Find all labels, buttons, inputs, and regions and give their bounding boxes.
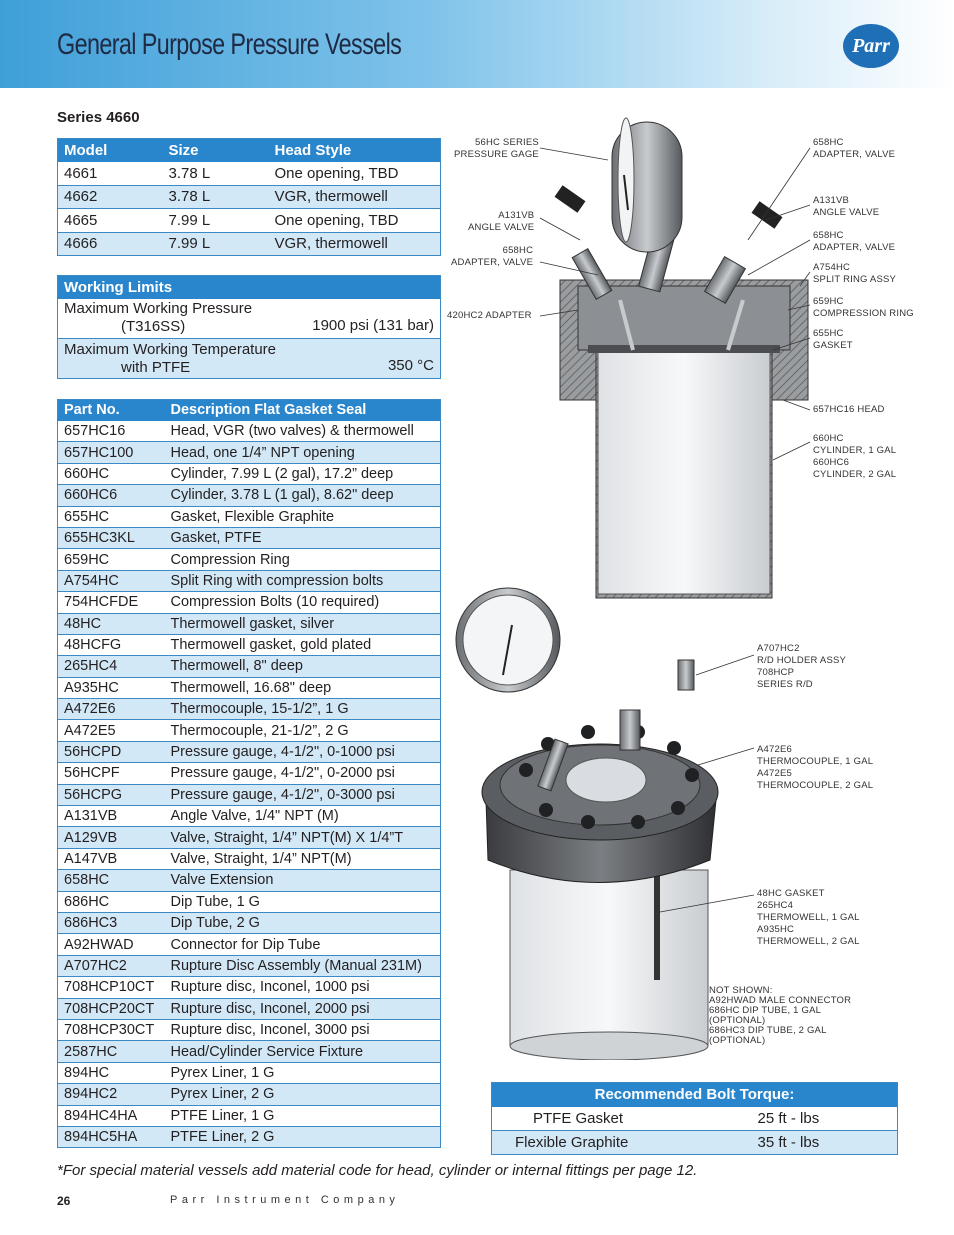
page-number: 26 <box>57 1194 71 1208</box>
pressure-label: Maximum Working Pressure <box>64 300 253 318</box>
table-cell: One opening, TBD <box>269 162 441 186</box>
footnote: *For special material vessels add material code for head, cylinder or internal fittings per page 12. <box>57 1162 698 1179</box>
vessel-assembled <box>456 588 718 1060</box>
column-header: Description Flat Gasket Seal <box>165 400 441 421</box>
table-cell <box>58 339 441 379</box>
table-cell: VGR, thermowell <box>269 185 441 209</box>
column-header: Part No. <box>58 400 165 421</box>
part-description-cell: Pressure gauge, 4-1/2", 0-2000 psi <box>165 763 441 784</box>
part-number-cell: 48HCFG <box>58 634 165 655</box>
table-cell: PTFE Gasket <box>492 1107 752 1131</box>
table-row <box>58 613 441 634</box>
table-row <box>58 763 441 784</box>
header-banner <box>0 0 954 88</box>
table-row <box>58 463 441 484</box>
table-row <box>58 1105 441 1126</box>
table-cell: VGR, thermowell <box>269 232 441 256</box>
part-description-cell: Head/Cylinder Service Fixture <box>165 1041 441 1062</box>
temperature-condition: with PTFE <box>121 358 191 376</box>
callout-adapter-valve-top: 658HC ADAPTER, VALVE <box>813 137 896 160</box>
part-description-cell: Rupture disc, Inconel, 2000 psi <box>165 998 441 1019</box>
pressure-value: 1900 psi (131 bar) <box>312 317 434 334</box>
part-description-cell: Gasket, Flexible Graphite <box>165 506 441 527</box>
part-number-cell: 708HCP20CT <box>58 998 165 1019</box>
part-description-cell: Compression Ring <box>165 549 441 570</box>
callout-thermowell: 48HC GASKET 265HC4 THERMOWELL, 1 GAL A935HC THERMOWELL, 2 GAL <box>757 888 860 947</box>
parts-table <box>57 399 441 1148</box>
part-description-cell: Gasket, PTFE <box>165 527 441 548</box>
part-number-cell: A472E5 <box>58 720 165 741</box>
table-cell: 3.78 L <box>163 185 269 209</box>
part-number-cell: 660HC6 <box>58 485 165 506</box>
column-header: Model <box>58 139 163 162</box>
table-row <box>58 784 441 805</box>
parts-header-row <box>58 400 441 421</box>
part-description-cell: Thermowell gasket, gold plated <box>165 634 441 655</box>
temperature-label: Maximum Working Temperature <box>64 340 277 358</box>
callout-angle-valve-left: A131VB ANGLE VALVE <box>468 210 535 233</box>
part-number-cell: 658HC <box>58 870 165 891</box>
part-number-cell: 265HC4 <box>58 656 165 677</box>
part-description-cell: Dip Tube, 2 G <box>165 912 441 933</box>
table-row <box>58 185 441 209</box>
table-row <box>58 870 441 891</box>
part-number-cell: 754HCFDE <box>58 592 165 613</box>
part-number-cell: 48HC <box>58 613 165 634</box>
part-description-cell: Pressure gauge, 4-1/2", 0-3000 psi <box>165 784 441 805</box>
part-number-cell: 56HCPD <box>58 741 165 762</box>
callout-gasket: 655HC GASKET <box>813 328 853 351</box>
pressure-limit-row <box>58 299 441 339</box>
part-number-cell: 56HCPF <box>58 763 165 784</box>
torque-header: Recommended Bolt Torque: <box>492 1083 898 1107</box>
vessel-cross-section <box>555 118 808 598</box>
parr-logo: Parr <box>843 24 899 68</box>
table-row <box>58 1019 441 1040</box>
table-row <box>58 570 441 591</box>
part-number-cell: 660HC <box>58 463 165 484</box>
working-limits-table <box>57 275 441 379</box>
callout-not-shown: NOT SHOWN: A92HWAD MALE CONNECTOR 686HC DIP TUBE, 1 GAL (OPTIONAL) 686HC3 DIP TUBE, 2 GAL (OPTIONAL) <box>709 985 852 1046</box>
table-cell <box>58 299 441 339</box>
part-number-cell: 686HC <box>58 891 165 912</box>
table-row <box>58 506 441 527</box>
table-row <box>58 741 441 762</box>
part-number-cell: A92HWAD <box>58 934 165 955</box>
models-table <box>57 138 441 256</box>
table-row <box>58 527 441 548</box>
table-row <box>58 162 441 186</box>
temperature-value: 350 °C <box>387 357 434 374</box>
callout-split-ring: A754HC SPLIT RING ASSY <box>813 262 897 285</box>
callout-angle-valve-right: A131VB ANGLE VALVE <box>813 195 880 218</box>
callout-420hc2-adapter: 420HC2 ADAPTER <box>447 310 532 321</box>
part-description-cell: Thermocouple, 15-1/2”, 1 G <box>165 699 441 720</box>
table-row <box>58 232 441 256</box>
table-row <box>492 1107 898 1131</box>
part-description-cell: Valve Extension <box>165 870 441 891</box>
part-number-cell: 894HC2 <box>58 1084 165 1105</box>
table-row <box>58 1126 441 1147</box>
part-description-cell: Thermocouple, 21-1/2”, 2 G <box>165 720 441 741</box>
table-row <box>58 209 441 233</box>
part-number-cell: 659HC <box>58 549 165 570</box>
table-row <box>58 827 441 848</box>
part-number-cell: 657HC16 <box>58 421 165 442</box>
table-row <box>58 1084 441 1105</box>
table-row <box>58 699 441 720</box>
part-number-cell: A707HC2 <box>58 955 165 976</box>
part-description-cell: Rupture disc, Inconel, 3000 psi <box>165 1019 441 1040</box>
table-row <box>58 806 441 827</box>
part-description-cell: Rupture disc, Inconel, 1000 psi <box>165 977 441 998</box>
part-number-cell: 56HCPG <box>58 784 165 805</box>
part-description-cell: Valve, Straight, 1/4” NPT(M) X 1/4”T <box>165 827 441 848</box>
temperature-limit-row <box>58 339 441 379</box>
table-row <box>58 421 441 442</box>
callout-thermocouple: A472E6 THERMOCOUPLE, 1 GAL A472E5 THERMOCOUPLE, 2 GAL <box>757 744 874 791</box>
page-title: General Purpose Pressure Vessels <box>57 28 402 61</box>
part-description-cell: PTFE Liner, 2 G <box>165 1126 441 1147</box>
table-row <box>492 1131 898 1155</box>
part-number-cell: A131VB <box>58 806 165 827</box>
part-description-cell: Thermowell, 8" deep <box>165 656 441 677</box>
part-description-cell: Valve, Straight, 1/4” NPT(M) <box>165 848 441 869</box>
part-number-cell: 655HC <box>58 506 165 527</box>
part-number-cell: 894HC <box>58 1062 165 1083</box>
part-description-cell: Dip Tube, 1 G <box>165 891 441 912</box>
part-number-cell: 708HCP30CT <box>58 1019 165 1040</box>
part-number-cell: 894HC5HA <box>58 1126 165 1147</box>
vessel-diagram <box>448 100 938 1060</box>
table-cell: Flexible Graphite <box>492 1131 752 1155</box>
table-row <box>58 977 441 998</box>
part-description-cell: Head, one 1/4” NPT opening <box>165 442 441 463</box>
part-number-cell: A472E6 <box>58 699 165 720</box>
table-cell: 3.78 L <box>163 162 269 186</box>
table-cell: 4662 <box>58 185 163 209</box>
column-header: Size <box>163 139 269 162</box>
company-name: Parr Instrument Company <box>170 1194 400 1206</box>
table-row <box>58 656 441 677</box>
part-description-cell: Pressure gauge, 4-1/2", 0-1000 psi <box>165 741 441 762</box>
table-row <box>58 848 441 869</box>
models-header-row <box>58 139 441 162</box>
part-description-cell: Cylinder, 3.78 L (1 gal), 8.62" deep <box>165 485 441 506</box>
table-row <box>58 720 441 741</box>
column-header: Head Style <box>269 139 441 162</box>
part-number-cell: A147VB <box>58 848 165 869</box>
table-row <box>58 1041 441 1062</box>
part-description-cell: Head, VGR (two valves) & thermowell <box>165 421 441 442</box>
callout-compression-ring: 659HC COMPRESSION RING <box>813 296 914 319</box>
table-row <box>58 442 441 463</box>
table-row <box>58 934 441 955</box>
part-number-cell: A754HC <box>58 570 165 591</box>
part-number-cell: 708HCP10CT <box>58 977 165 998</box>
part-number-cell: 655HC3KL <box>58 527 165 548</box>
part-description-cell: Compression Bolts (10 required) <box>165 592 441 613</box>
part-description-cell: Angle Valve, 1/4" NPT (M) <box>165 806 441 827</box>
callout-cylinder: 660HC CYLINDER, 1 GAL 660HC6 CYLINDER, 2 GAL <box>813 433 897 480</box>
callout-head: 657HC16 HEAD <box>813 404 885 415</box>
series-title: Series 4660 <box>57 109 140 126</box>
part-description-cell: PTFE Liner, 1 G <box>165 1105 441 1126</box>
parts-body <box>58 421 441 1148</box>
part-description-cell: Rupture Disc Assembly (Manual 231M) <box>165 955 441 976</box>
callout-adapter-valve-left: 658HC ADAPTER, VALVE <box>451 245 534 268</box>
callout-adapter-valve-right: 658HC ADAPTER, VALVE <box>813 230 896 253</box>
table-cell: One opening, TBD <box>269 209 441 233</box>
pressure-material: (T316SS) <box>121 318 186 336</box>
working-limits-header: Working Limits <box>58 276 441 299</box>
table-row <box>58 1062 441 1083</box>
table-row <box>58 634 441 655</box>
table-row <box>58 998 441 1019</box>
part-description-cell: Thermowell, 16.68" deep <box>165 677 441 698</box>
callout-rd-holder: A707HC2 R/D HOLDER ASSY 708HCP SERIES R/D <box>757 643 847 690</box>
table-row <box>58 549 441 570</box>
part-description-cell: Pyrex Liner, 1 G <box>165 1062 441 1083</box>
bolt-torque-table <box>491 1082 898 1155</box>
table-row <box>58 677 441 698</box>
table-row <box>58 485 441 506</box>
table-row <box>58 891 441 912</box>
part-description-cell: Thermowell gasket, silver <box>165 613 441 634</box>
part-description-cell: Cylinder, 7.99 L (2 gal), 17.2” deep <box>165 463 441 484</box>
table-cell: 7.99 L <box>163 209 269 233</box>
table-cell: 35 ft - lbs <box>752 1131 898 1155</box>
table-cell: 4666 <box>58 232 163 256</box>
part-description-cell: Split Ring with compression bolts <box>165 570 441 591</box>
callout-pressure-gage: 56HC SERIES PRESSURE GAGE <box>454 137 539 160</box>
table-cell: 25 ft - lbs <box>752 1107 898 1131</box>
table-cell: 4661 <box>58 162 163 186</box>
part-number-cell: 657HC100 <box>58 442 165 463</box>
table-cell: 4665 <box>58 209 163 233</box>
table-row <box>58 955 441 976</box>
part-number-cell: 894HC4HA <box>58 1105 165 1126</box>
part-number-cell: 686HC3 <box>58 912 165 933</box>
part-number-cell: A129VB <box>58 827 165 848</box>
part-description-cell: Connector for Dip Tube <box>165 934 441 955</box>
table-row <box>58 912 441 933</box>
part-number-cell: 2587HC <box>58 1041 165 1062</box>
table-cell: 7.99 L <box>163 232 269 256</box>
part-number-cell: A935HC <box>58 677 165 698</box>
table-row <box>58 592 441 613</box>
part-description-cell: Pyrex Liner, 2 G <box>165 1084 441 1105</box>
